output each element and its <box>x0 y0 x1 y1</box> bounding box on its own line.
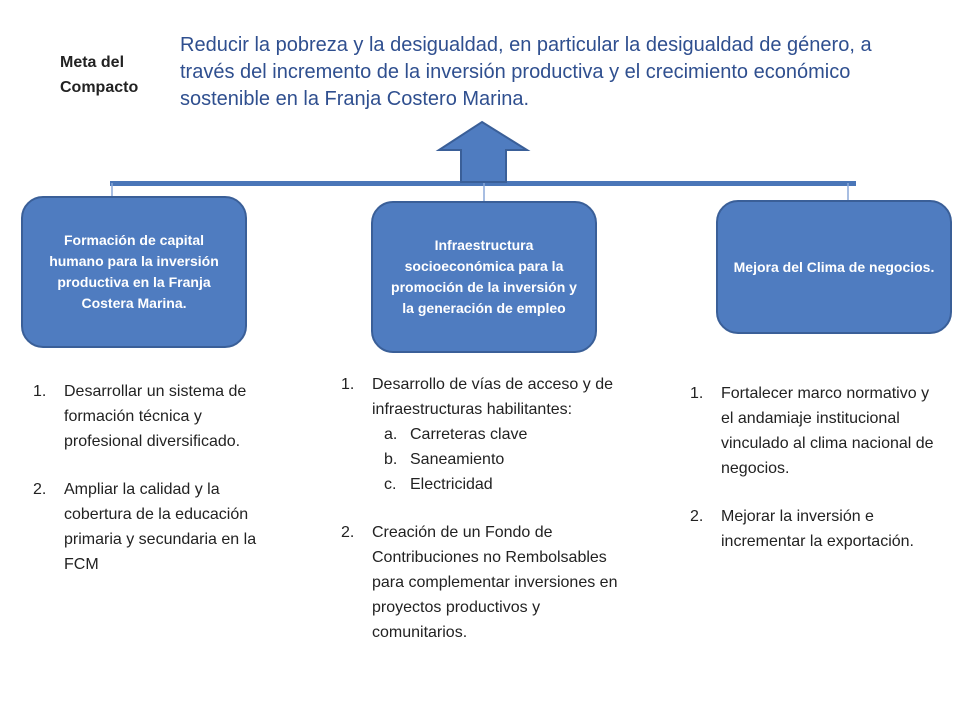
actions-list-infrastructure <box>341 372 621 645</box>
sub-list-item-text: Carreteras clave <box>410 426 528 443</box>
list-item-number: 2. <box>690 508 704 525</box>
list-spacer <box>341 497 621 520</box>
component-box-label: Infraestructura socioeconómica para la promoción de la inversión y la generación de empleo <box>391 237 577 316</box>
sub-list-item <box>372 447 621 472</box>
sub-list-item-letter: b. <box>384 451 398 468</box>
list-item-number: 1. <box>33 383 47 400</box>
component-box-infrastructure <box>371 201 597 353</box>
sub-list-item-letter: a. <box>384 426 398 443</box>
list-item-number: 1. <box>690 385 704 402</box>
list-item <box>690 381 935 481</box>
list-item-text: Creación de un Fondo de Contribuciones no Rembolsables para complementar inversiones en proyectos productivos y comunitarios. <box>372 524 618 641</box>
list-item <box>690 504 935 554</box>
list-item-number: 2. <box>33 481 47 498</box>
list-item <box>341 372 621 497</box>
list-item <box>33 477 263 577</box>
sub-list-item-text: Saneamiento <box>410 451 505 468</box>
list-item-number: 1. <box>341 376 355 393</box>
list-spacer <box>690 481 935 504</box>
list-item-text: Ampliar la calidad y la cobertura de la educación primaria y secundaria en la FCM <box>64 481 257 573</box>
sub-list-item-text: Electricidad <box>410 476 493 493</box>
actions-list-human-capital <box>33 379 263 577</box>
list-item-text: Fortalecer marco normativo y el andamiaje institucional vinculado al clima nacional de negocios. <box>721 385 934 477</box>
list-spacer <box>33 454 263 477</box>
list-item <box>341 520 621 645</box>
list-item <box>33 379 263 454</box>
list-item-text: Desarrollo de vías de acceso y de infraestructuras habilitantes: <box>372 376 614 418</box>
sub-list-item <box>372 422 621 447</box>
component-box-business-climate <box>716 200 952 334</box>
sub-list-item-letter: c. <box>384 476 397 493</box>
list-item-number: 2. <box>341 524 355 541</box>
list-item-text: Mejorar la inversión e incrementar la exportación. <box>721 508 914 550</box>
meta-label: Meta del Compacto <box>60 54 139 96</box>
goal-text: Reducir la pobreza y la desigualdad, en particular la desigualdad de género, a través del incremento de la inversión productiva y el crecimiento económico sostenible en la Franja Costero Marina. <box>180 34 872 110</box>
component-box-human-capital <box>21 196 247 348</box>
sub-list-item <box>372 472 621 497</box>
component-box-label: Formación de capital humano para la inversión productiva en la Franja Costera Marina. <box>49 232 219 311</box>
sub-list <box>372 422 621 497</box>
component-box-label: Mejora del Clima de negocios. <box>733 258 935 275</box>
up-arrow-icon <box>439 122 527 182</box>
actions-list-business-climate <box>690 381 935 554</box>
list-item-text: Desarrollar un sistema de formación técnica y profesional diversificado. <box>64 383 247 450</box>
